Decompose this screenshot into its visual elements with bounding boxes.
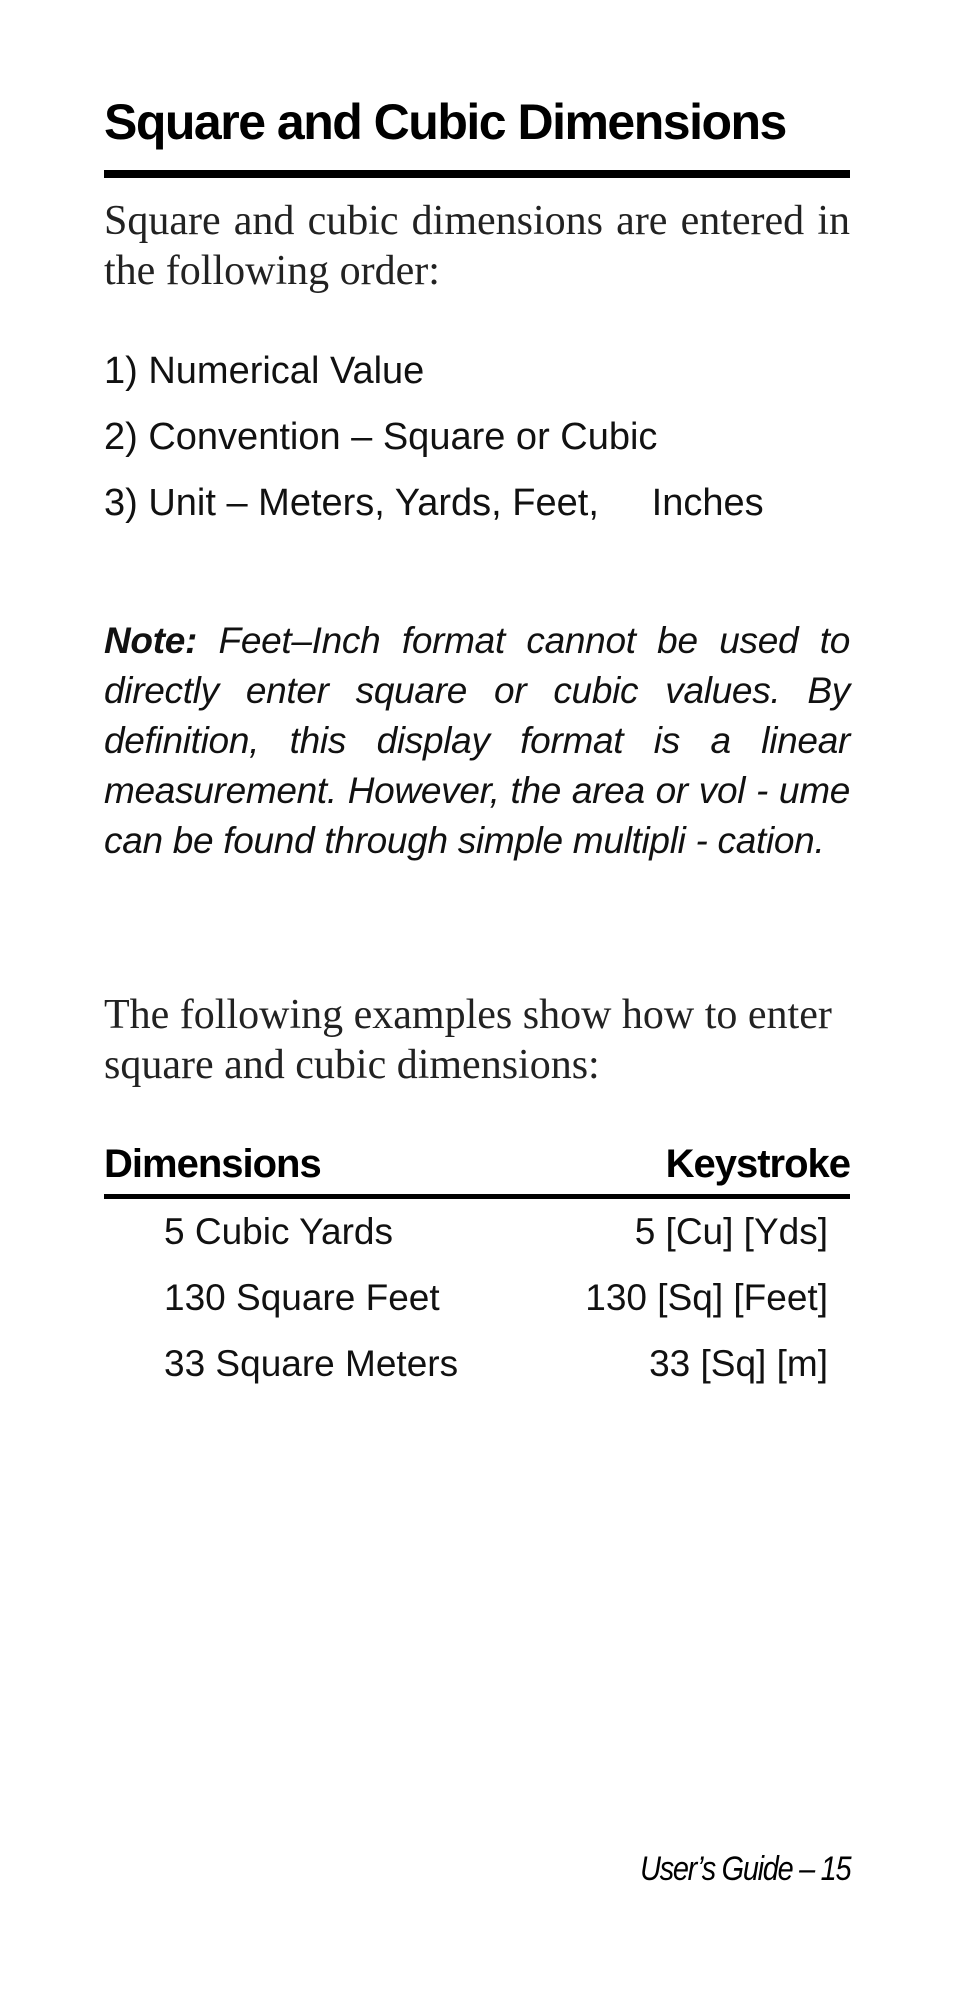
intro-paragraph: Square and cubic dimensions are entered in the following order: bbox=[104, 198, 850, 294]
keystroke-cell: 33 [Sq] [m] bbox=[649, 1343, 828, 1384]
list-item: 3) Unit – Meters, Yards, Feet, Inches bbox=[104, 482, 764, 524]
entry-order-list bbox=[104, 345, 850, 543]
manual-page bbox=[104, 0, 850, 2009]
column-header-dimensions: Dimensions bbox=[104, 1142, 321, 1186]
page-title: Square and Cubic Dimensions bbox=[104, 94, 786, 150]
column-header-keystroke: Keystroke bbox=[665, 1142, 850, 1186]
note-text: Feet–Inch format cannot be used to directly enter square or cubic values. By definition, this display format is a linear measurement. However, the area or vol - ume can be found through simple multipli - cation. bbox=[104, 620, 850, 861]
keystroke-cell: 5 [Cu] [Yds] bbox=[634, 1211, 828, 1252]
list-item: 1) Numerical Value bbox=[104, 350, 425, 392]
table-row bbox=[104, 1331, 850, 1397]
title-underline bbox=[104, 170, 850, 178]
examples-intro-paragraph: The following examples show how to enter square and cubic dimensions: bbox=[104, 992, 832, 1088]
list-item: 2) Convention – Square or Cubic bbox=[104, 416, 658, 458]
note-label: Note: bbox=[104, 620, 198, 661]
examples-table bbox=[104, 1138, 850, 1397]
table-row bbox=[104, 1265, 850, 1331]
page-footer: User’s Guide – 15 bbox=[639, 1850, 850, 1888]
note-paragraph bbox=[104, 616, 850, 866]
keystroke-cell: 130 [Sq] [Feet] bbox=[585, 1277, 828, 1318]
table-header bbox=[104, 1138, 850, 1190]
table-row bbox=[104, 1199, 850, 1265]
dimension-cell: 33 Square Meters bbox=[164, 1343, 459, 1384]
dimension-cell: 5 Cubic Yards bbox=[164, 1211, 393, 1252]
dimension-cell: 130 Square Feet bbox=[164, 1277, 440, 1318]
